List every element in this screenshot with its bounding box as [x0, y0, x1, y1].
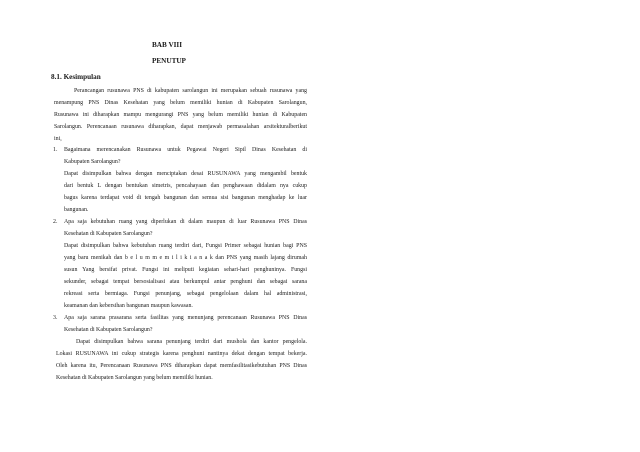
- conclusion-line: Dapat disimpulkan bahwa sarana penunjang terdiri dari mushola dan kantor pengelola.: [76, 339, 307, 345]
- answer-line: sekunder, sebagai tempat bersosialisasi atau berkumpul antar penghuni dan sebagai sarana: [64, 279, 307, 285]
- chapter-title: PENUTUP: [152, 57, 186, 65]
- intro-line: Rusunawa ini diharapkan mampu mengurangi PNS yang belum memiliki hunian di Kabupaten: [54, 112, 307, 118]
- list-number: 3.: [53, 315, 58, 321]
- question-line: Bagaimana merencanakan Rusunawa untuk Pegawai Negeri Sipil Dinas Kesehatan di: [64, 147, 307, 153]
- conclusion-line: Oleh karena itu, Perencanaan Rusunawa PNS diharapkan dapat memfasilitasikebutuhan PNS Dinas: [56, 363, 307, 369]
- intro-line: Perancangan rusunawa PNS di kabupaten sarolangun ini merupakan sebuah rusunawa yang: [74, 88, 307, 94]
- list-number: 1.: [53, 147, 58, 153]
- answer-line: bangunan.: [64, 207, 89, 213]
- list-number: 2.: [53, 219, 58, 225]
- intro-line: menampung PNS Dinas Kesehatan yang belum memiliki hunian di Kabupaten Sarolangun,: [54, 100, 307, 106]
- intro-line: Sarolangun. Perencanaan rusunawa diharapkan, dapat menjawab permasalahan arsitekturalberikut: [54, 124, 307, 130]
- chapter-number: BAB VIII: [152, 41, 183, 49]
- question-line: Kesehatan di Kabupaten Sarolangun?: [64, 327, 153, 333]
- question-line: Apa saja sarana prasarana serta fasilitas yang menunjang perencanaan Rusunawa PNS Dinas: [64, 315, 307, 321]
- answer-line: dari bentuk L dengan bentukan simetris, pencahayaan dan penghawaan didalam nya cukup: [64, 183, 307, 189]
- answer-line: keamanan dan kebersihan bangunan maupun kawasan.: [64, 303, 193, 309]
- answer-line: bagus karena terdapat void di tengah bangunan dan semua sisi bangunan menghadap ke luar: [64, 195, 307, 201]
- conclusion-line: Lokasi RUSUNAWA ini cukup strategis karena penghuni nantinya dekat dengan tempat bekerja.: [56, 351, 307, 357]
- conclusion-line: Kesehatan di Kabupaten Sarolangun yang belum memiliki hunian.: [56, 375, 213, 381]
- intro-line: ini,: [54, 136, 62, 142]
- section-heading: 8.1. Kesimpulan: [51, 73, 101, 81]
- answer-line: Dapat disimpulkan bahwa kebutuhan ruang terdiri dari, Fungsi Primer sebagai hunian bagi PNS: [64, 243, 307, 249]
- question-line: Kabupaten Sarolangun?: [64, 159, 121, 165]
- answer-line: yang baru menikah dan b e l u m m e m i l i k i a n a k dan PNS yang masih lajang dirumah: [64, 255, 307, 261]
- answer-line: rekreasi serta bermiaga. Fungsi penunjang, sebagai pengelolaan dalam hal administrasi,: [64, 291, 307, 297]
- answer-line: susun Yang bersifat privat. Fungsi ini meliputi kegiatan sehari-hari penghuninya. Fungsi: [64, 267, 307, 273]
- answer-line: Dapat disimpulkan bahwa dengan menciptakan desai RUSUNAWA yang mengambil bentuk: [64, 171, 307, 177]
- question-line: Apa saja kebutuhan ruang yang diperlukan di dalam maupun di luar Rusunawa PNS Dinas: [64, 219, 307, 225]
- question-line: Kesehatan di Kabupaten Sarolangun?: [64, 231, 153, 237]
